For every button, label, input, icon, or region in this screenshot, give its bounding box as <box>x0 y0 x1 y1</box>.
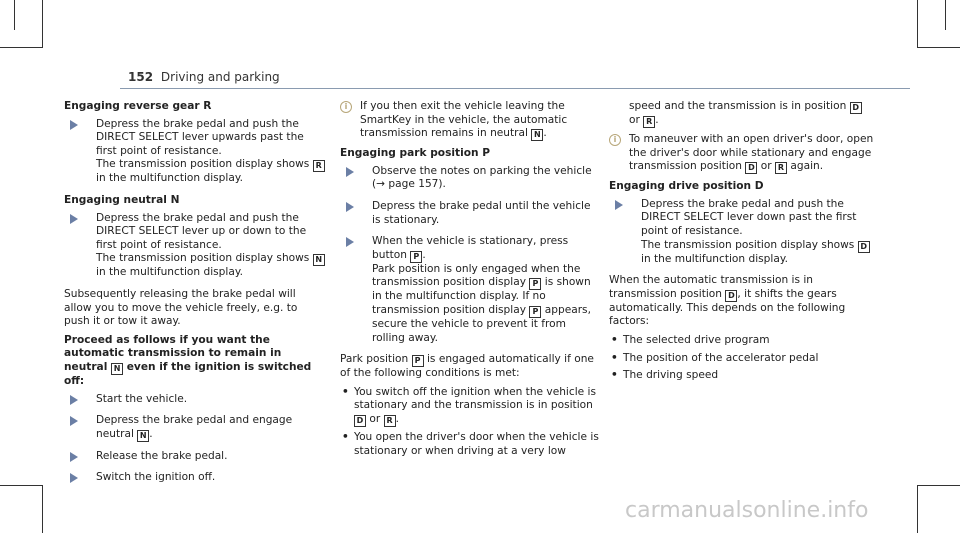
step-text: Depress the brake pedal and push the DIRECT SELECT lever upwards past the first point of resistance. <box>96 117 304 157</box>
gear-p-symbol: P <box>529 306 541 318</box>
step-text: Observe the notes on parking the vehicle <box>372 164 592 177</box>
paragraph-text: Park position <box>340 353 409 366</box>
step-text: The transmission position display shows <box>96 158 310 171</box>
step <box>340 165 602 192</box>
step-text: Depress the brake pedal and engage neutral <box>96 414 293 440</box>
section-title: Driving and parking <box>160 70 280 84</box>
column-1 <box>64 100 326 493</box>
page-number: 152 <box>128 70 154 84</box>
list-item-text: The position of the accelerator pedal <box>623 351 819 364</box>
step-text: The transmission position display shows <box>96 252 310 265</box>
crop-mark <box>0 485 43 486</box>
step-text: Release the brake pedal. <box>96 449 228 462</box>
list-item <box>609 369 874 383</box>
step <box>64 471 326 485</box>
step-text: Depress the brake pedal until the vehicle is stationary. <box>372 199 591 226</box>
list-item <box>340 431 602 458</box>
step-arrow-icon <box>615 200 623 210</box>
crop-mark <box>917 47 960 48</box>
step-arrow-icon <box>70 416 78 426</box>
heading-drive: Engaging drive position D <box>609 180 764 193</box>
paragraph: Subsequently releasing the brake pedal will allow you to move the vehicle freely, e.g. to push it or tow it away. <box>64 287 298 328</box>
bullet-icon: • <box>611 351 618 364</box>
gear-r-symbol: R <box>775 162 787 174</box>
list-item <box>609 334 874 348</box>
gear-d-symbol: D <box>725 290 737 302</box>
step-text: appears, secure the vehicle to prevent it from rolling away. <box>372 303 591 344</box>
page-header <box>128 70 280 84</box>
note-text: To maneuver with an open driver's door, open the driver's door while stationary and engage transmission position <box>629 133 874 173</box>
heading-reverse: Engaging reverse gear R <box>64 100 212 112</box>
step-text: Start the vehicle. <box>96 392 188 405</box>
heading-text: even if the ignition is switched off: <box>64 360 312 387</box>
gear-n-symbol: N <box>531 129 543 141</box>
crop-mark <box>917 485 918 533</box>
page-reference-link[interactable]: (→ page 157). <box>372 178 446 191</box>
gear-r-symbol: R <box>384 415 396 427</box>
bullet-icon: • <box>342 385 349 398</box>
gear-p-symbol: P <box>412 355 424 367</box>
paragraph <box>340 353 602 381</box>
step-arrow-icon <box>70 452 78 462</box>
step-arrow-icon <box>70 214 78 224</box>
step-text: Park position is only engaged when the transmission position display <box>372 262 581 289</box>
note-text: again. <box>790 160 824 173</box>
step-arrow-icon <box>70 473 78 483</box>
step-text: Switch the ignition off. <box>96 471 216 484</box>
step-arrow-icon <box>70 120 78 130</box>
crop-mark <box>0 47 43 48</box>
list-item-text: The driving speed <box>623 369 719 382</box>
paragraph-text: When the automatic transmission is in transmission position <box>609 274 814 300</box>
column-3 <box>609 100 874 387</box>
step-text: is shown in the multifunction display. If no transmission position display <box>372 276 591 316</box>
step <box>64 450 326 464</box>
step-text: The transmission position display shows <box>641 238 855 251</box>
header-divider <box>120 88 910 89</box>
gear-d-symbol: D <box>354 415 366 427</box>
note <box>609 133 874 174</box>
info-icon: i <box>609 134 621 146</box>
heading-text: Proceed as follows if you want the automatic transmission to remain in neutral <box>64 333 282 373</box>
list-item-text: The selected drive program <box>623 333 770 346</box>
note: i If you then exit the vehicle leaving the SmartKey in the vehicle, the automatic transmission remains in neutral N . <box>340 100 602 141</box>
column-2 <box>340 100 602 462</box>
step: Depress the brake pedal and engage neutral N . <box>64 414 326 442</box>
gear-n-symbol: N <box>137 430 149 442</box>
crop-mark <box>917 0 918 48</box>
bullet-icon: • <box>611 333 618 346</box>
watermark: carmanualsonline.info <box>625 498 869 523</box>
step-text: When the vehicle is stationary, press button <box>372 235 569 261</box>
gear-d-symbol: D <box>745 162 757 174</box>
gear-n-symbol: N <box>313 254 325 266</box>
paragraph-text: or <box>629 114 640 126</box>
step-arrow-icon <box>346 237 354 247</box>
gear-d-symbol: D <box>850 102 862 114</box>
paragraph <box>609 274 874 329</box>
step <box>64 118 326 186</box>
gear-r-symbol: R <box>643 116 655 128</box>
crop-mark <box>42 0 43 48</box>
info-icon: i <box>340 101 352 113</box>
step-text: in the multifunction display. <box>96 266 243 279</box>
step <box>340 200 602 227</box>
step <box>64 212 326 280</box>
crop-mark <box>917 485 960 486</box>
step-arrow-icon <box>70 395 78 405</box>
list-item-text: You switch off the ignition when the vehicle is stationary and the transmission is in position <box>354 385 596 412</box>
step-text: in the multifunction display. <box>641 252 788 265</box>
note-text: If you then exit the vehicle leaving the SmartKey in the vehicle, the automatic transmission remains in neutral <box>360 100 568 140</box>
list-item <box>609 352 874 366</box>
crop-mark <box>14 0 15 30</box>
list-item-text: or <box>369 412 381 425</box>
gear-p-symbol: P <box>410 251 422 263</box>
paragraph-text: speed and the transmission is in position <box>629 100 847 112</box>
paragraph-text: is engaged automatically if one of the following conditions is met: <box>340 353 594 380</box>
step-arrow-icon <box>346 202 354 212</box>
heading-proceed <box>64 334 326 389</box>
note-text: or <box>760 160 772 173</box>
heading-neutral: Engaging neutral N <box>64 193 180 206</box>
crop-mark <box>945 0 946 30</box>
bullet-icon: • <box>342 430 349 443</box>
gear-p-symbol: P <box>529 278 541 290</box>
crop-mark <box>42 485 43 533</box>
step-text: Depress the brake pedal and push the DIRECT SELECT lever down past the first point of resistance. <box>641 197 857 237</box>
step <box>609 198 874 266</box>
step-text: Depress the brake pedal and push the DIRECT SELECT lever up or down to the first point of resistance. <box>96 211 307 251</box>
step-arrow-icon <box>346 167 354 177</box>
paragraph-text: , it shifts the gears automatically. This depends on the following factors: <box>609 287 846 328</box>
gear-n-symbol: N <box>111 363 123 375</box>
list-item: • You switch off the ignition when the vehicle is stationary and the transmission is in position D or R . <box>342 385 596 425</box>
bullet-icon: • <box>611 369 618 382</box>
list-item-text: You open the driver's door when the vehicle is stationary or when driving at a very low <box>354 430 599 457</box>
gear-d-symbol: D <box>858 241 870 253</box>
step <box>64 393 326 407</box>
continued-text: speed and the transmission is in position D or R . <box>609 100 874 128</box>
gear-r-symbol: R <box>313 160 325 172</box>
step-text: in the multifunction display. <box>96 172 243 185</box>
heading-park: Engaging park position P <box>340 147 490 160</box>
step: When the vehicle is stationary, press button P . Park position is only engaged when the transmission position display P is shown in the multifunction display. If no transmission position display P appears, secure the vehicle to prevent it from rolling away. <box>340 235 602 345</box>
